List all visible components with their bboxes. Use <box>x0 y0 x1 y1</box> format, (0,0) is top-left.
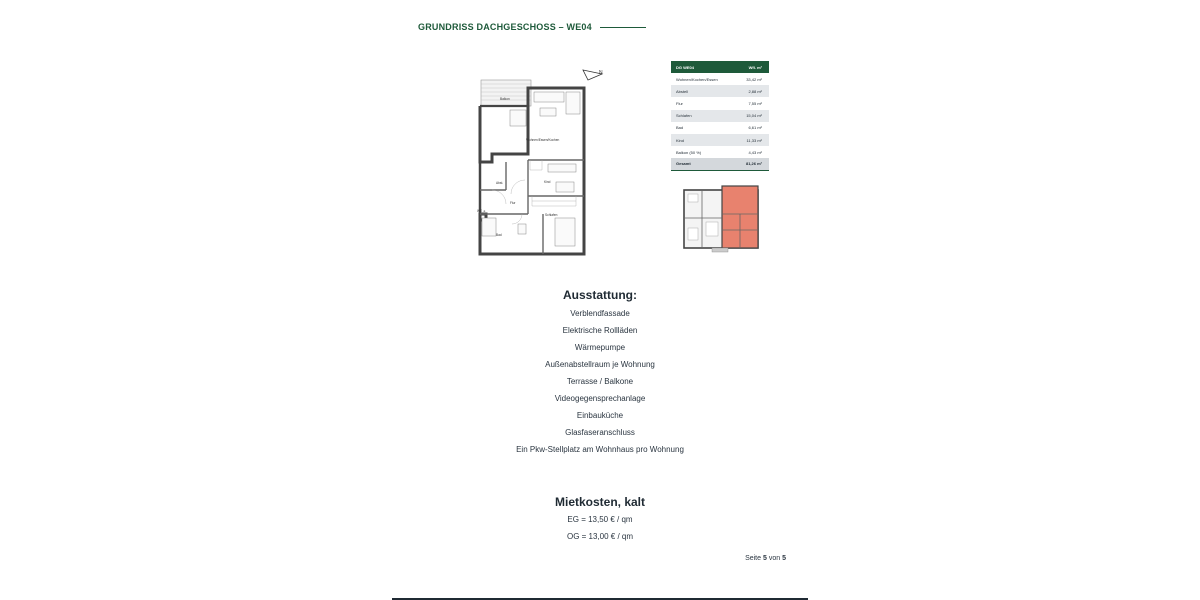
list-item: Wärmepumpe <box>574 343 626 352</box>
rent-item: EG = 13,50 € / qm <box>567 515 633 524</box>
list-item: Videogegensprechanlage <box>554 394 646 403</box>
table-row: Schlafen 15,04 m² <box>671 110 769 122</box>
balcony-area <box>481 80 531 106</box>
building-overview-drawing <box>682 184 760 254</box>
list-item: Ein Pkw-Stellplatz am Wohnhaus pro Wohnung <box>516 445 684 454</box>
room-label-kind: Kind <box>544 180 551 184</box>
north-arrow-icon <box>583 70 603 80</box>
room-label-schlafen: Schlafen <box>545 213 558 217</box>
list-item: Glasfaseranschluss <box>565 428 635 437</box>
table-row: Bad 6,61 m² <box>676 125 762 131</box>
room-label-balkon: Balkon <box>500 97 510 101</box>
svg-text:N: N <box>599 70 603 76</box>
table-row: Wohnen/Kochen/Essen 33,42 m² <box>676 76 762 82</box>
list-item: Terrasse / Balkone <box>566 377 634 386</box>
table-row: Kind 11,33 m² <box>671 134 769 146</box>
room-label-flur: Flur <box>510 201 516 205</box>
room-label-bad: Bad <box>496 233 502 237</box>
mietkosten-title: Mietkosten, kalt <box>554 495 646 509</box>
area-table-header: DG WE04 Wfl. m² <box>671 61 769 73</box>
ausstattung-title: Ausstattung: <box>563 288 637 302</box>
table-row: Abstell 2,88 m² <box>671 85 769 97</box>
rent-item: OG = 13,00 € / qm <box>566 532 634 541</box>
list-item: Verblendfassade <box>570 309 630 318</box>
section-heading <box>418 22 646 32</box>
room-label-wohnen: Wohnen/Essen/Kochen <box>526 138 560 142</box>
list-item: Einbauküche <box>576 411 624 420</box>
title-rule <box>600 27 646 28</box>
list-item: Elektrische Rollläden <box>562 326 638 335</box>
document-page <box>392 0 808 600</box>
room-label-abst: Abst. <box>496 181 504 185</box>
area-table <box>671 61 769 171</box>
page-indicator: Seite 5 von 5 <box>745 555 786 562</box>
area-table-total: Gesamt 81,26 m² <box>671 158 769 170</box>
table-row: Balkon (50 %) 4,43 m² <box>676 149 762 155</box>
section-title: GRUNDRISS DACHGESCHOSS – WE04 <box>418 22 592 32</box>
room-label-we: WE ➔ <box>477 209 486 213</box>
table-row: Flur 7,55 m² <box>676 100 762 106</box>
floorplan-drawing <box>478 64 608 260</box>
list-item: Außenabstellraum je Wohnung <box>545 360 655 369</box>
